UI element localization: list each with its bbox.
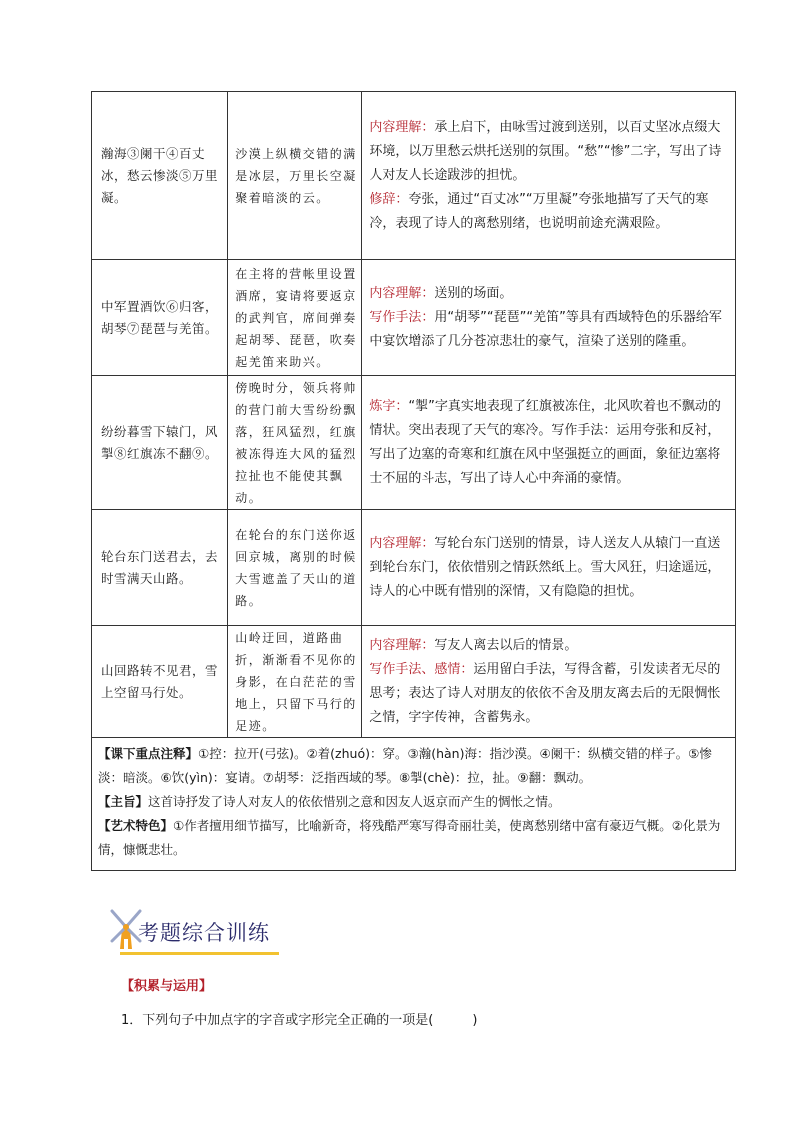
notes-row <box>92 738 736 871</box>
analysis-item <box>369 306 730 354</box>
analysis-item <box>369 634 730 658</box>
original-text: 瀚海③阑干④百丈冰，愁云惨淡⑤万里凝。 <box>92 92 228 260</box>
theme-paragraph <box>98 790 729 814</box>
table-row <box>92 260 736 376</box>
analysis-label: 内容理解： <box>369 637 435 653</box>
analysis-label: 炼字： <box>369 398 409 414</box>
annotation-paragraph <box>98 742 729 790</box>
table-row <box>92 376 736 510</box>
analysis-label: 内容理解： <box>369 119 435 135</box>
analysis-text: 承上启下，由咏雪过渡到送别，以百丈坚冰点缀大环境，以万里愁云烘托送别的氛围。“愁”“惨”二字，写出了诗人对友人长途跋涉的担忧。 <box>369 119 722 183</box>
analysis-label: 内容理解： <box>369 535 435 551</box>
analysis-text: 用“胡琴”“琵琶”“羌笛”等具有西域特色的乐器给军中宴饮增添了几分苍凉悲壮的豪气，渲染了送别的隆重。 <box>369 309 722 349</box>
analysis-text: 写友人离去以后的情景。 <box>434 637 578 653</box>
annotation-heading: 【课下重点注释】 <box>98 746 199 761</box>
notes-cell <box>92 738 736 871</box>
section-banner-title: 考题综合训练 <box>138 921 270 945</box>
analysis-item <box>369 532 730 604</box>
analysis-cell <box>362 626 736 738</box>
translation-text: 在轮台的东门送你返回京城，离别的时候大雪遮盖了天山的道路。 <box>228 510 362 626</box>
theme-body: 这首诗抒发了诗人对友人的依依惜别之意和因友人返京而产生的惆怅之情。 <box>148 794 561 809</box>
analysis-cell <box>362 510 736 626</box>
theme-heading: 【主旨】 <box>98 794 149 809</box>
art-body: ①作者擅用细节描写，比喻新奇，将残酷严寒写得奇丽壮美，使离愁别绪中富有豪迈气概。②化景为情，慷慨悲壮。 <box>98 818 721 857</box>
analysis-item <box>369 658 730 730</box>
analysis-text: 运用留白手法，写得含蓄，引发读者无尽的思考；表达了诗人对朋友的依依不舍及朋友离去后的无限惆怅之情，字字传神，含蓄隽永。 <box>369 661 721 725</box>
translation-text: 山岭迂回，道路曲折，渐渐看不见你的身影，在白茫茫的雪地上，只留下马行的足迹。 <box>228 626 362 738</box>
analysis-text: 送别的场面。 <box>434 285 513 301</box>
art-heading: 【艺术特色】 <box>98 818 174 833</box>
art-paragraph <box>98 814 729 862</box>
original-text: 轮台东门送君去，去时雪满天山路。 <box>92 510 228 626</box>
analysis-item <box>369 116 730 188</box>
table-row <box>92 626 736 738</box>
translation-text: 在主将的营帐里设置酒席，宴请将要返京的武判官，席间弹奏起胡琴、琵琶，吹奏起羌笛来助兴。 <box>228 260 362 376</box>
analysis-item <box>369 395 730 491</box>
analysis-label: 写作手法： <box>369 309 435 325</box>
table-row <box>92 510 736 626</box>
original-text: 中军置酒饮⑥归客，胡琴⑦琵琶与羌笛。 <box>92 260 228 376</box>
analysis-item <box>369 188 730 236</box>
analysis-cell <box>362 260 736 376</box>
question-text: 1．下列句子中加点字的字音或字形完全正确的一项是( ) <box>121 1013 478 1028</box>
analysis-label: 内容理解： <box>369 285 435 301</box>
translation-text: 傍晚时分，领兵将帅的营门前大雪纷纷飘落，狂风猛烈，红旗被冻得连大风的猛烈拉扯也不能使其飘动。 <box>228 376 362 510</box>
analysis-text: 写轮台东门送别的情景，诗人送友人从辕门一直送到轮台东门，依依惜别之情跃然纸上。雪大风狂，归途遥远，诗人的心中既有惜别的深情，又有隐隐的担忧。 <box>369 535 721 599</box>
annotation-body: ①控：拉开(弓弦)。②着(zhuó)：穿。③瀚(hàn)海：指沙漠。④阑干：纵横交错的样子。⑤惨淡：暗淡。⑥饮(yìn)：宴请。⑦胡琴：泛指西域的琴。⑧掣(chè)：拉，扯。⑨翻：飘动。 <box>98 746 712 785</box>
original-text: 纷纷暮雪下辕门，风掣⑧红旗冻不翻⑨。 <box>92 376 228 510</box>
analysis-cell <box>362 92 736 260</box>
banner-underline <box>120 952 279 955</box>
analysis-label: 修辞： <box>369 191 409 207</box>
original-text: 山回路转不见君，雪上空留马行处。 <box>92 626 228 738</box>
translation-text: 沙漠上纵横交错的满是冰层，万里长空凝聚着暗淡的云。 <box>228 92 362 260</box>
analysis-cell <box>362 376 736 510</box>
analysis-text: 夸张，通过“百丈冰”“万里凝”夸张地描写了天气的寒冷，表现了诗人的离愁别绪，也说明前途充满艰险。 <box>369 191 709 231</box>
analysis-item <box>369 282 730 306</box>
table-row <box>92 92 736 260</box>
poem-analysis-table <box>91 91 736 871</box>
analysis-label: 写作手法、感情： <box>369 661 474 677</box>
subsection-title: 【积累与运用】 <box>121 979 213 994</box>
analysis-text: “掣”字真实地表现了红旗被冻住，北风吹着也不飘动的情状。突出表现了天气的寒冷。写作手法：运用夸张和反衬，写出了边塞的奇寒和红旗在风中坚强挺立的画面，象征边塞将士不屈的斗志，写出了诗人心中奔涌的豪情。 <box>369 398 721 486</box>
